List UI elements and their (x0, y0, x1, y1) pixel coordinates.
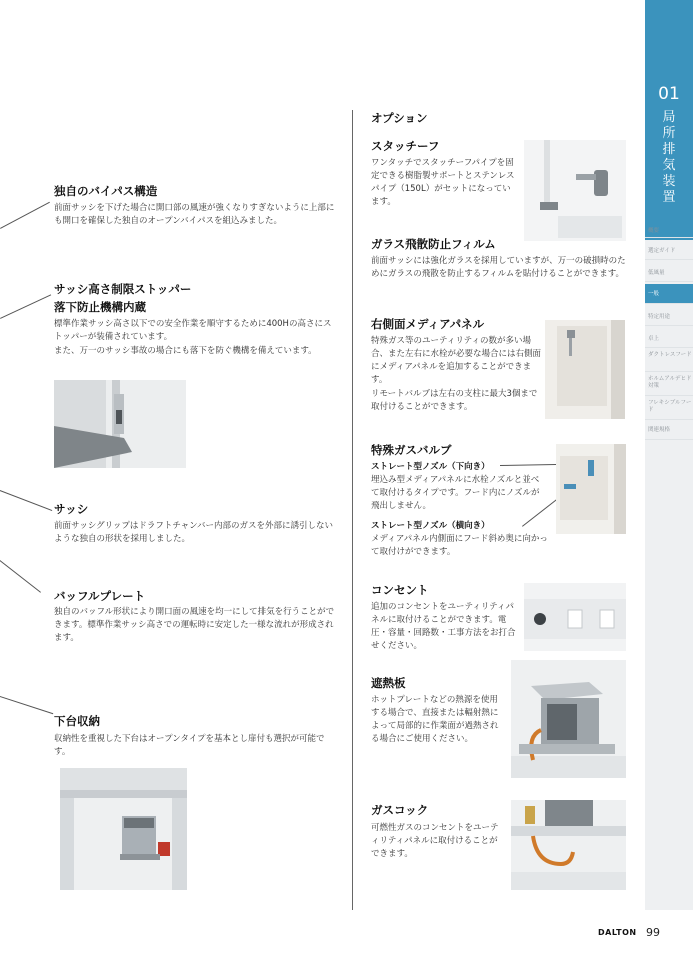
touch-title: スタッチーフ (371, 139, 440, 153)
heatshield-title: 遮熱板 (371, 676, 406, 690)
bypass-title: 独自のバイパス構造 (54, 184, 158, 198)
nav-item-overview[interactable]: 概要 (645, 224, 693, 238)
media-illustration (545, 320, 625, 419)
stopper-title: サッシ高さ制限ストッパー (54, 282, 192, 296)
heatshield-photo (511, 660, 626, 778)
bypass-text: 前面サッシを下げた場合に開口部の風速が強くなりすぎないように上部にも開口を確保した独自のオープンバイパスを組込みました。 (54, 203, 335, 226)
chapter-number: 01 (658, 84, 680, 104)
nav-item-low-airflow[interactable]: 低風量 (645, 264, 693, 282)
stopper-text-2: また、万一のサッシ事故の場合にも落下を防ぐ機構を備えています。 (54, 346, 317, 356)
heatshield-illustration (511, 660, 626, 778)
chapter-title: 局所排気装置 (662, 110, 676, 205)
touch-photo (524, 140, 626, 241)
baffle-title: バッフルプレート (54, 589, 146, 603)
touch-text: ワンタッチでスタッチーフパイプを固定できる樹脂製サポートとステンレスパイプ（150L）がセットになっています。 (371, 158, 515, 207)
gascock-title: ガスコック (371, 803, 429, 817)
sash-text: 前面サッシグリップはドラフトチャンバー内部のガスを外部に誘引しないような独自の形状を採用しました。 (54, 521, 333, 544)
storage-photo (60, 768, 187, 890)
leader-line (0, 294, 51, 319)
nav-item-standards[interactable]: 関連規格 (645, 422, 693, 440)
gasvalve-title: 特殊ガスバルブ (371, 443, 452, 457)
gasvalve-sub-down: ストレート型ノズル（下向き） (371, 462, 490, 472)
leader-line (0, 696, 53, 714)
gasvalve-text-down: 埋込み型メディアパネルに水栓ノズルと並べて取付けるタイプです。フード内にノズルが飛出しません。 (371, 475, 540, 511)
gasvalve-illustration (556, 444, 626, 534)
nav-item-formaldehyde[interactable]: ホルムアルデヒド対策 (645, 374, 693, 396)
touch-illustration (524, 140, 626, 241)
nav-item-flexible[interactable]: フレキシブルフード (645, 398, 693, 420)
gascock-text: 可燃性ガスのコンセントをユーティリティパネルに取付けることができます。 (371, 823, 499, 859)
gascock-photo (511, 800, 626, 890)
gascock-illustration (511, 800, 626, 890)
outlet-illustration (524, 583, 626, 651)
outlet-text: 追加のコンセントをユーティリティパネルに取付けることができます。電圧・容量・回路数・工事方法をお打合せください。 (371, 602, 516, 651)
nav-item-special[interactable]: 特定用途 (645, 308, 693, 326)
outlet-photo (524, 583, 626, 651)
stopper-photo (54, 380, 186, 468)
gasvalve-text-side: メディアパネル内側面にフード斜め奥に向かって取付けができます。 (371, 534, 548, 557)
stopper-illustration (54, 380, 186, 468)
nav-item-guide[interactable]: 選定ガイド (645, 242, 693, 260)
callout-line (500, 464, 556, 466)
outlet-title: コンセント (371, 583, 429, 597)
nav-item-ductless[interactable]: ダクトレスフード (645, 350, 693, 372)
storage-title: 下台収納 (54, 714, 100, 728)
sash-title: サッシ (54, 502, 89, 516)
leader-line (0, 202, 50, 229)
storage-illustration (60, 768, 187, 890)
options-heading: オプション (371, 111, 428, 125)
media-title: 右側面メディアパネル (371, 317, 485, 331)
storage-text: 収納性を重視した下台はオープンタイプを基本とし扉付も選択が可能です。 (54, 734, 325, 757)
nav-item-benchtop[interactable]: 卓上 (645, 330, 693, 348)
gasvalve-sub-side: ストレート型ノズル（横向き） (371, 521, 490, 531)
stopper-subtitle: 落下防止機構内蔵 (54, 300, 146, 314)
stopper-text: 標準作業サッシ高さ以下での安全作業を順守するために400Hの高さにストッパーが装備されています。 (54, 319, 332, 342)
media-text-2: リモートバルブは左右の支柱に最大3個まで取付けることができます。 (371, 389, 538, 412)
page-number: 99 (646, 926, 660, 939)
nav-item-general[interactable]: 一般 (645, 284, 693, 304)
leader-line (0, 490, 52, 511)
heatshield-text: ホットプレートなどの熱源を使用する場合で、直接または輻射熱によって局部的に作業面が過熱される場合にご使用ください。 (371, 695, 499, 744)
baffle-text: 独自のバッフル形状により開口面の風速を均一にして排気を行うことができます。標準作業サッシ高さでの運転時に安定した一様な流れが形成されます。 (54, 607, 335, 643)
film-title: ガラス飛散防止フィルム (371, 237, 496, 251)
brand-logo: DALTON (598, 928, 637, 937)
gasvalve-photo (556, 444, 626, 534)
column-divider (352, 110, 353, 910)
media-text: 特殊ガス等のユーティリティの数が多い場合、また左右に水栓が必要な場合には右側面にメディアパネルを追加することができます。 (371, 336, 542, 385)
media-photo (545, 320, 625, 419)
leader-line (0, 560, 41, 593)
chapter-header (645, 0, 693, 240)
film-text: 前面サッシには強化ガラスを採用していますが、万一の破損時のためにガラスの飛散を防止するフィルムを貼付けることができます。 (371, 256, 626, 279)
chapter-sidebar (645, 0, 693, 910)
